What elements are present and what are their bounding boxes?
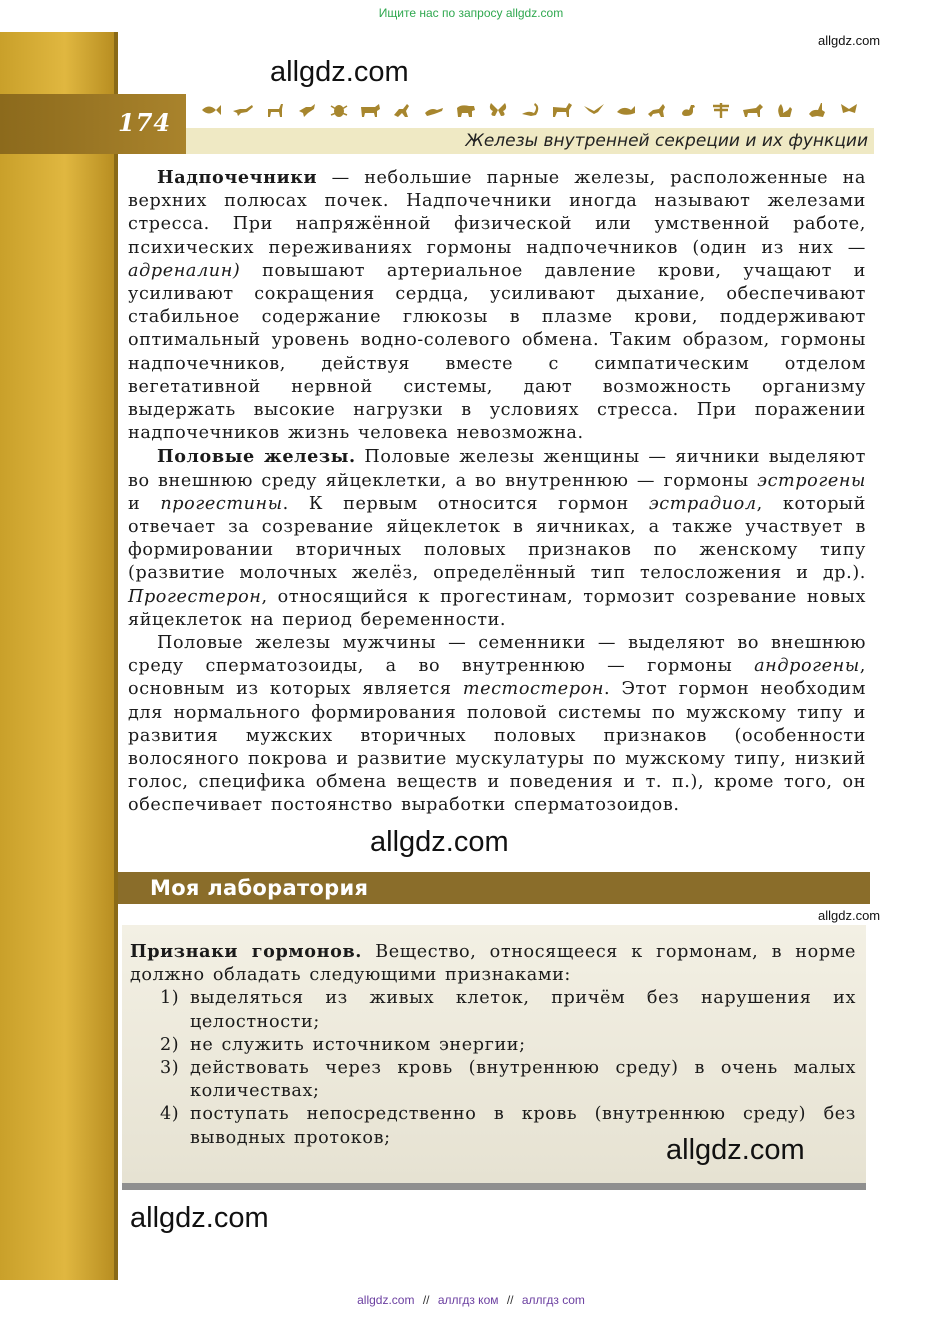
text-segment: Половые железы женщины — яичники выделяют во внешнюю среду яйцеклетки, а во внутреннюю — гормоны: [128, 447, 866, 491]
term-progesterone: Прогестерон: [128, 586, 262, 607]
text-segment: , относящийся к прогестинам, тормозит созревание новых яйцеклеток на период беременности.: [128, 586, 866, 630]
list-item: [130, 987, 856, 1033]
term-adrenalin: адреналин): [128, 260, 241, 281]
lab-section-title: Моя лаборатория: [150, 876, 369, 900]
side-strip: [0, 32, 118, 1280]
list-item-text: действовать через кровь (внутреннюю среду) в очень малых количествах;: [190, 1058, 856, 1102]
lizard2-icon: [423, 101, 445, 119]
text-segment: повышают артериальное давление крови, учащают и усиливают сокращения сердца, усиливают дыхание, обеспечивают стабильное содержание глюкозы в плазме крови, поддерживают оптимальный уровень водно-солевого обмена. Таким образом, гормоны надпочечников, действуя вместе с симпатическим отделом вегетативной нервной системы, дают возможность организму выдержать высокие нагрузки в условиях стресса. При поражении надпочечников жизнь человека невозможна.: [128, 260, 866, 444]
term-testosterone: тестостерон: [462, 679, 605, 700]
hormone-criteria-list: [130, 987, 856, 1149]
bull-icon: [359, 101, 381, 119]
term-sex-glands: Половые железы.: [157, 446, 356, 468]
term-estrogens: эстрогены: [757, 470, 866, 491]
text-segment: . К первым относится гормон: [282, 493, 649, 514]
lab-intro-term: Признаки гормонов.: [130, 941, 362, 962]
text-segment: , который отвечает за созревание яйцеклеток в яичниках, а также участвует в формировании вторичных половых признаков по женскому типу (развитие молочных желёз, определённый тип телосложения и др.).: [128, 493, 866, 584]
list-item-number: 1): [160, 988, 180, 1009]
list-item-text: не служить источником энергии;: [190, 1034, 526, 1055]
paragraph-female-glands: [128, 445, 866, 632]
text-segment: и: [128, 493, 161, 514]
main-text: [128, 166, 866, 818]
list-item: [130, 1057, 856, 1103]
link-allgdz-com-ru[interactable]: аллгдз com: [521, 1293, 585, 1307]
text-segment: Половые железы мужчины — семенники — выделяют во внешнюю среду сперматозоиды, а во внутреннюю — гормоны: [128, 633, 866, 677]
list-item-number: 3): [160, 1058, 180, 1079]
dragonfly-icon: [710, 101, 732, 119]
lab-text: [130, 940, 856, 1150]
animal-silhouettes-row: [200, 96, 860, 124]
bottom-links: [0, 1293, 942, 1307]
squirrel-icon: [774, 101, 796, 119]
cat-icon: [391, 101, 413, 119]
paragraph-male-glands: [128, 632, 866, 818]
scorpion-icon: [519, 101, 541, 119]
list-item: [130, 1034, 856, 1057]
deer-icon: [264, 101, 286, 119]
watermark-middle: allgdz.com: [370, 826, 509, 858]
watermark-lab-right: allgdz.com: [818, 908, 881, 923]
list-item-text: поступать непосредственно в кровь (внутреннюю среду) без выводных протоков;: [190, 1104, 856, 1148]
flying-bird-icon: [583, 101, 605, 119]
list-item-text: выделяться из живых клеток, причём без нарушения их целостности;: [190, 988, 856, 1032]
chapter-title: Железы внутренней секреции и их функции: [465, 131, 868, 151]
term-estradiol: эстрадиол: [648, 493, 757, 514]
whale-icon: [615, 101, 637, 119]
page-number: 174: [118, 108, 172, 137]
wolf-icon: [742, 101, 764, 119]
link-separator: //: [506, 1293, 514, 1307]
paragraph-adrenal: [128, 166, 866, 445]
list-item-number: 2): [160, 1034, 180, 1055]
text-segment: . Этот гормон необходим для нормального формирования половой системы по мужскому типу и развития мужских вторичных половых признаков (особенности волосяного покрова и развитие мускулатуры по мужскому типу, низкий голос, специфика обмена веществ и поведения и т. п.), кроме того, он обеспечивает постоянство выработки сперматозоидов.: [128, 679, 866, 816]
watermark-top-right: allgdz.com: [818, 33, 881, 48]
moth-icon: [838, 101, 860, 119]
fish-icon: [200, 101, 222, 119]
watermark-bottom: allgdz.com: [130, 1202, 269, 1234]
link-allgdz[interactable]: allgdz.com: [357, 1293, 415, 1307]
bird-icon: [296, 101, 318, 119]
link-separator: //: [422, 1293, 430, 1307]
lab-intro: [130, 940, 856, 987]
butterfly-icon: [487, 101, 509, 119]
textbook-page: [0, 32, 942, 1280]
hare-icon: [806, 101, 828, 119]
term-androgens: андрогены: [754, 656, 860, 677]
link-allgdz-kom[interactable]: аллгдз ком: [437, 1293, 499, 1307]
lizard-icon: [232, 101, 254, 119]
term-progestins: прогестины: [160, 493, 283, 514]
watermark-header: allgdz.com: [270, 56, 409, 88]
beetle-icon: [328, 101, 350, 119]
term-adrenal: Надпочечники: [157, 167, 318, 188]
bear-icon: [455, 101, 477, 119]
watermark-lab-box: allgdz.com: [666, 1134, 805, 1166]
horse-icon: [551, 101, 573, 119]
fox-icon: [646, 101, 668, 119]
top-banner[interactable]: Ищите нас по запросу allgdz.com: [378, 6, 564, 20]
list-item-number: 4): [160, 1104, 180, 1125]
lab-intro-text: Вещество, относящееся к гормонам, в норме должно обладать следующими признаками:: [130, 942, 856, 986]
text-segment: , основным из которых является: [128, 656, 866, 700]
duck-icon: [678, 101, 700, 119]
text-segment: — небольшие парные железы, расположенные на верхних полюсах почек. Надпочечники иногда называют железами стресса. При напряжённой физической или умственной работе, психических переживаниях гормоны надпочечников (один из них —: [128, 168, 866, 258]
